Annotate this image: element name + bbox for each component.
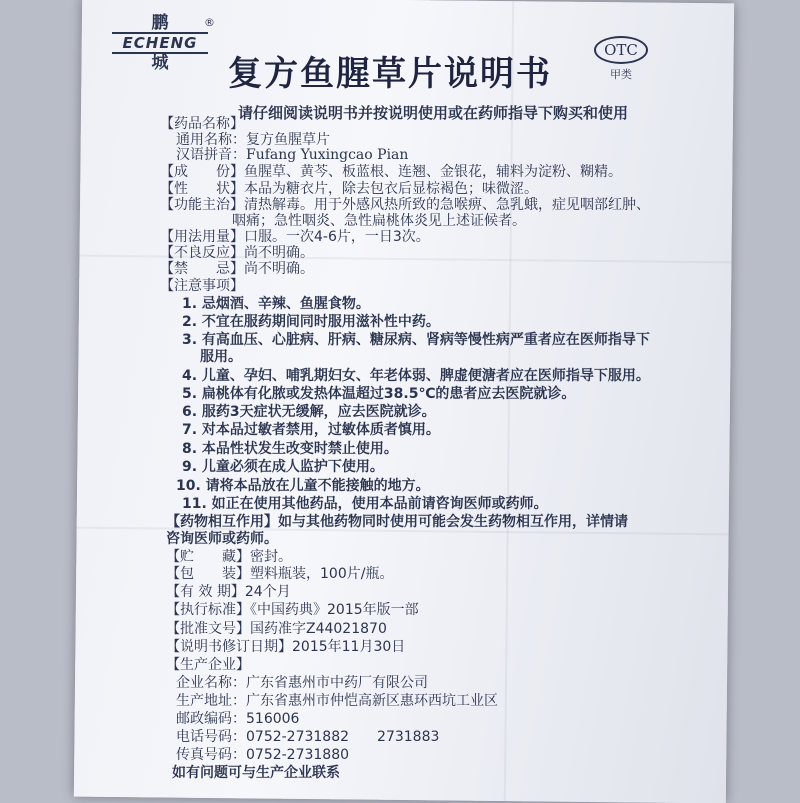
text-line: 1. 忌烟酒、辛辣、鱼腥食物。 <box>182 296 370 312</box>
text-line: 【贮 藏】密封。 <box>166 549 292 565</box>
text-line: 邮政编码：516006 <box>176 711 300 727</box>
otc-class: 甲类 <box>610 68 632 81</box>
text-line: 【性 状】本品为糖衣片，除去包衣后显棕褐色；味微涩。 <box>160 181 538 197</box>
text-line: 4. 儿童、孕妇、哺乳期妇女、年老体弱、脾虚便溏者应在医师指导下服用。 <box>182 368 650 384</box>
text-line: 传真号码：0752-2731880 <box>176 747 350 763</box>
text-line: 咨询医师或药师。 <box>166 531 278 547</box>
document-title: 复方鱼腥草片说明书 <box>228 54 552 94</box>
text-line: 8. 本品性状发生改变时禁止使用。 <box>182 441 398 457</box>
text-line: 【成 份】鱼腥草、黄芩、板蓝根、连翘、金银花，辅料为淀粉、糊精。 <box>160 164 622 180</box>
text-line: 【禁 忌】尚不明确。 <box>160 261 314 277</box>
text-line: 服用。 <box>200 349 242 365</box>
text-line: 7. 对本品过敏者禁用，过敏体质者慎用。 <box>182 422 440 438</box>
text-line: 9. 儿童必须在成人监护下使用。 <box>182 459 384 475</box>
text-line: 【药物相互作用】如与其他药物同时使用可能会发生药物相互作用，详情请 <box>166 514 628 530</box>
text-line: 汉语拼音：Fufang Yuxingcao Pian <box>176 147 409 163</box>
text-line: 【功能主治】清热解毒。用于外感风热所致的急喉痹、急乳蛾，症见咽部红肿、 <box>160 197 650 213</box>
logo-brand: ECHENG <box>112 32 208 54</box>
text-line: 通用名称：复方鱼腥草片 <box>176 132 330 148</box>
text-line: 咽痛；急性咽炎、急性扁桃体炎见上述证候者。 <box>232 213 526 229</box>
text-line: 电话号码：0752-2731882 2731883 <box>176 729 440 745</box>
text-line: 企业名称：广东省惠州市中药厂有限公司 <box>176 675 428 691</box>
text-line: 3. 有高血压、心脏病、肝病、糖尿病、肾病等慢性病严重者应在医师指导下 <box>182 332 650 348</box>
document-subtitle: 请仔细阅读说明书并按说明使用或在药师指导下购买和使用 <box>238 104 629 122</box>
text-line: 11. 如正在使用其他药品，使用本品前请咨询医师或药师。 <box>182 496 548 512</box>
text-line: 【用法用量】口服。一次4-6片，一日3次。 <box>160 229 430 245</box>
text-line: 【有 效 期】24个月 <box>166 584 291 600</box>
text-line: 10. 请将本品放在儿童不能接触的地方。 <box>176 478 430 494</box>
text-line: 如有问题可与生产企业联系 <box>172 765 340 781</box>
text-line: 【生产企业】 <box>166 657 250 673</box>
logo-char-top: 鹏 <box>151 13 169 33</box>
text-line: 5. 扁桃体有化脓或发热体温超过38.5℃的患者应去医院就诊。 <box>182 386 576 402</box>
text-line: 【批准文号】国药准字Z44021870 <box>166 621 387 637</box>
text-line: 2. 不宜在服药期间同时服用滋补性中药。 <box>182 314 440 330</box>
text-line: 【药品名称】 <box>160 116 244 132</box>
text-line: 【注意事项】 <box>160 278 244 294</box>
registered-mark: ® <box>204 16 215 29</box>
text-line: 6. 服药3天症状无缓解，应去医院就诊。 <box>182 404 436 420</box>
text-line: 【执行标准】《中国药典》2015年版一部 <box>166 602 419 618</box>
text-line: 【包 装】塑料瓶装，100片/瓶。 <box>166 566 394 582</box>
text-line: 【不良反应】尚不明确。 <box>160 245 314 261</box>
text-line: 【说明书修订日期】2015年11月30日 <box>166 639 406 655</box>
company-logo <box>112 14 208 72</box>
text-line: 生产地址：广东省惠州市仲恺高新区惠环西坑工业区 <box>176 693 498 709</box>
otc-badge: OTC <box>594 36 648 64</box>
logo-char-bottom: 城 <box>151 53 169 73</box>
